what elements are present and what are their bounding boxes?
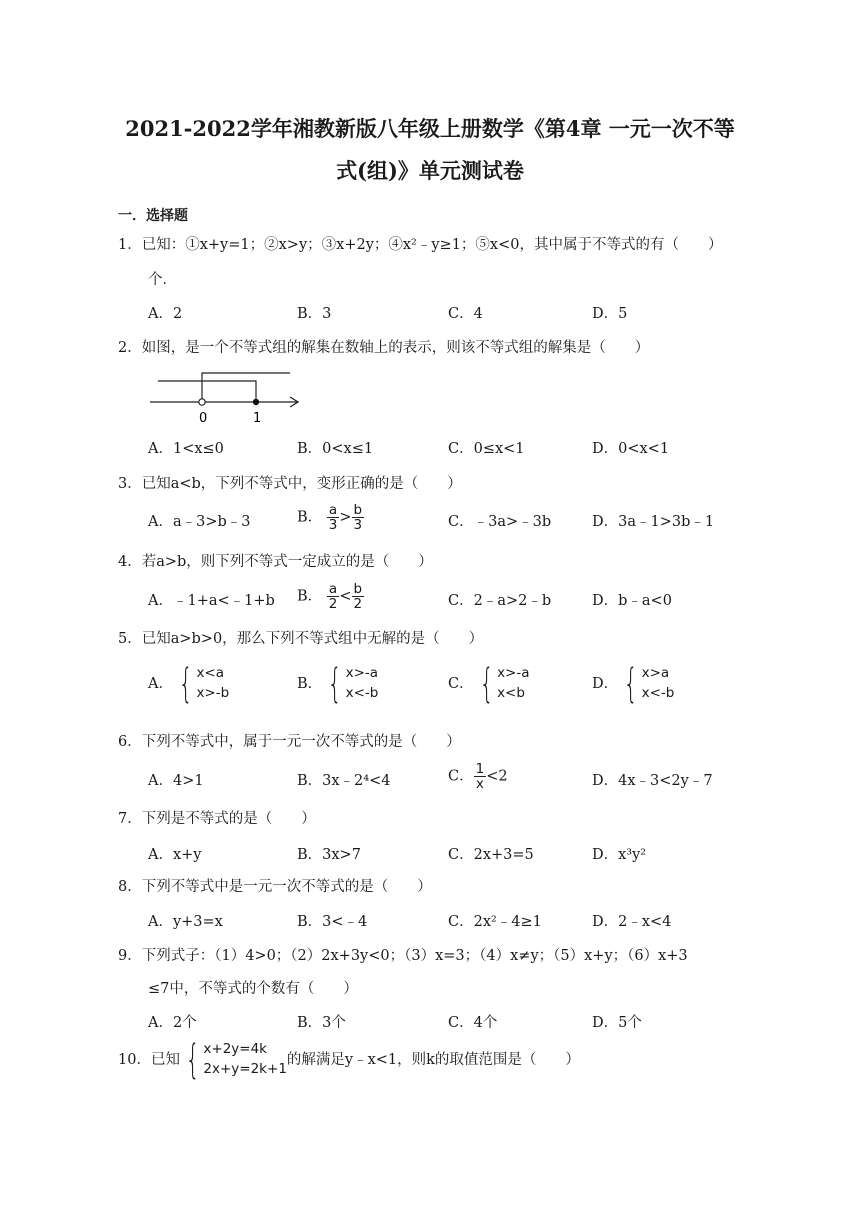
- q7-option-c: C．2x+3=5: [448, 847, 534, 863]
- left-brace: {: [185, 1037, 200, 1083]
- left-brace: {: [327, 661, 342, 707]
- q5-option-c: C． { x>-a x<b: [448, 661, 530, 707]
- question-9-text: 9．下列式子：（1）4>0；（2）2x+3y<0；（3）x=3；（4）x≠y；（5）x+y；（6）x+3: [118, 948, 688, 964]
- q2-option-d: D．0<x<1: [592, 441, 670, 457]
- solution-bracket-upper: [158, 381, 256, 402]
- closed-point-1: [253, 399, 259, 405]
- q9-option-c: C．4个: [448, 1015, 498, 1031]
- section-heading: 一．选择题: [118, 208, 188, 224]
- question-1-text: 1．已知：①x+y=1；②x>y；③x+2y；④x²﹣y≥1；⑤x<0，其中属于不等式的有（ ）: [118, 237, 723, 253]
- solution-bracket-lower: [202, 373, 290, 402]
- q8-option-b: B．3<﹣4: [297, 914, 368, 930]
- fraction: $\frac{1}{x}$: [475, 761, 485, 793]
- question-8-text: 8．下列不等式中是一元一次不等式的是（ ）: [118, 879, 432, 895]
- left-brace: {: [178, 661, 193, 707]
- q8-option-d: D．2﹣x<4: [592, 914, 672, 930]
- question-9-text-cont: ≤7中，不等式的个数有（ ）: [148, 981, 358, 997]
- q5-option-d: D． { x>a x<-b: [592, 661, 675, 707]
- q1-option-a: A．2: [148, 306, 183, 322]
- q3-option-a: A．a﹣3>b﹣3: [148, 514, 251, 530]
- fraction: $\frac{a}{3}$: [328, 502, 338, 534]
- number-line-figure: [148, 366, 308, 426]
- q8-option-c: C．2x²﹣4≥1: [448, 914, 542, 930]
- question-4-text: 4．若a>b，则下列不等式一定成立的是（ ）: [118, 554, 433, 570]
- q4-option-c: C．2﹣a>2﹣b: [448, 593, 552, 609]
- question-5-text: 5．已知a>b>0，那么下列不等式组中无解的是（ ）: [118, 631, 484, 647]
- q3-option-b: B． $\frac{a}{3}$ > $\frac{b}{3}$: [297, 502, 363, 534]
- q6-option-d: D．4x﹣3<2y﹣7: [592, 773, 713, 789]
- question-6-text: 6．下列不等式中，属于一元一次不等式的是（ ）: [118, 734, 461, 750]
- q5-option-a: A． { x<a x>-b: [148, 661, 230, 707]
- q3-option-c: C．﹣3a>﹣3b: [448, 514, 552, 530]
- question-10-text: 10．已知 { x+2y=4k 2x+y=2k+1 的解满足y﹣x<1，则k的取值范围是（ ）: [118, 1037, 580, 1083]
- fraction: $\frac{a}{2}$: [328, 581, 338, 613]
- question-7-text: 7．下列是不等式的是（ ）: [118, 811, 316, 827]
- q6-option-a: A．4>1: [148, 773, 204, 789]
- q5-option-b: B． { x>-a x<-b: [297, 661, 379, 707]
- exam-title-line-2: 式(组)》单元测试卷: [336, 158, 524, 183]
- q4-option-b: B． $\frac{a}{2}$ < $\frac{b}{2}$: [297, 581, 363, 613]
- q1-option-d: D．5: [592, 306, 628, 322]
- fraction: $\frac{b}{3}$: [353, 502, 363, 534]
- q2-option-c: C．0≤x<1: [448, 441, 525, 457]
- q2-option-a: A．1<x≤0: [148, 441, 224, 457]
- q3-option-d: D．3a﹣1>3b﹣1: [592, 514, 715, 530]
- q4-option-a: A．﹣1+a<﹣1+b: [148, 593, 275, 609]
- axis-label-1: 1: [253, 411, 262, 426]
- q7-option-d: D．x³y²: [592, 847, 647, 863]
- q9-option-d: D．5个: [592, 1015, 642, 1031]
- q1-option-c: C．4: [448, 306, 483, 322]
- exam-title-line-1: 2021-2022学年湘教新版八年级上册数学《第4章 一元一次不等: [125, 116, 735, 141]
- open-point-0: [199, 399, 205, 405]
- q7-option-b: B．3x>7: [297, 847, 361, 863]
- q6-option-b: B．3x﹣2⁴<4: [297, 773, 391, 789]
- q6-option-c: C． $\frac{1}{x}$ <2: [448, 761, 508, 793]
- question-2-text: 2．如图，是一个不等式组的解集在数轴上的表示，则该不等式组的解集是（ ）: [118, 340, 650, 356]
- q1-option-b: B．3: [297, 306, 332, 322]
- question-1-text-cont: 个．: [148, 272, 177, 288]
- axis-label-0: 0: [199, 411, 208, 426]
- q7-option-a: A．x+y: [148, 847, 202, 863]
- fraction: $\frac{b}{2}$: [353, 581, 363, 613]
- q4-option-d: D．b﹣a<0: [592, 593, 672, 609]
- left-brace: {: [623, 661, 638, 707]
- q9-option-b: B．3个: [297, 1015, 346, 1031]
- q8-option-a: A．y+3=x: [148, 914, 223, 930]
- q2-option-b: B．0<x≤1: [297, 441, 374, 457]
- question-3-text: 3．已知a<b，下列不等式中，变形正确的是（ ）: [118, 476, 462, 492]
- q9-option-a: A．2个: [148, 1015, 197, 1031]
- left-brace: {: [479, 661, 494, 707]
